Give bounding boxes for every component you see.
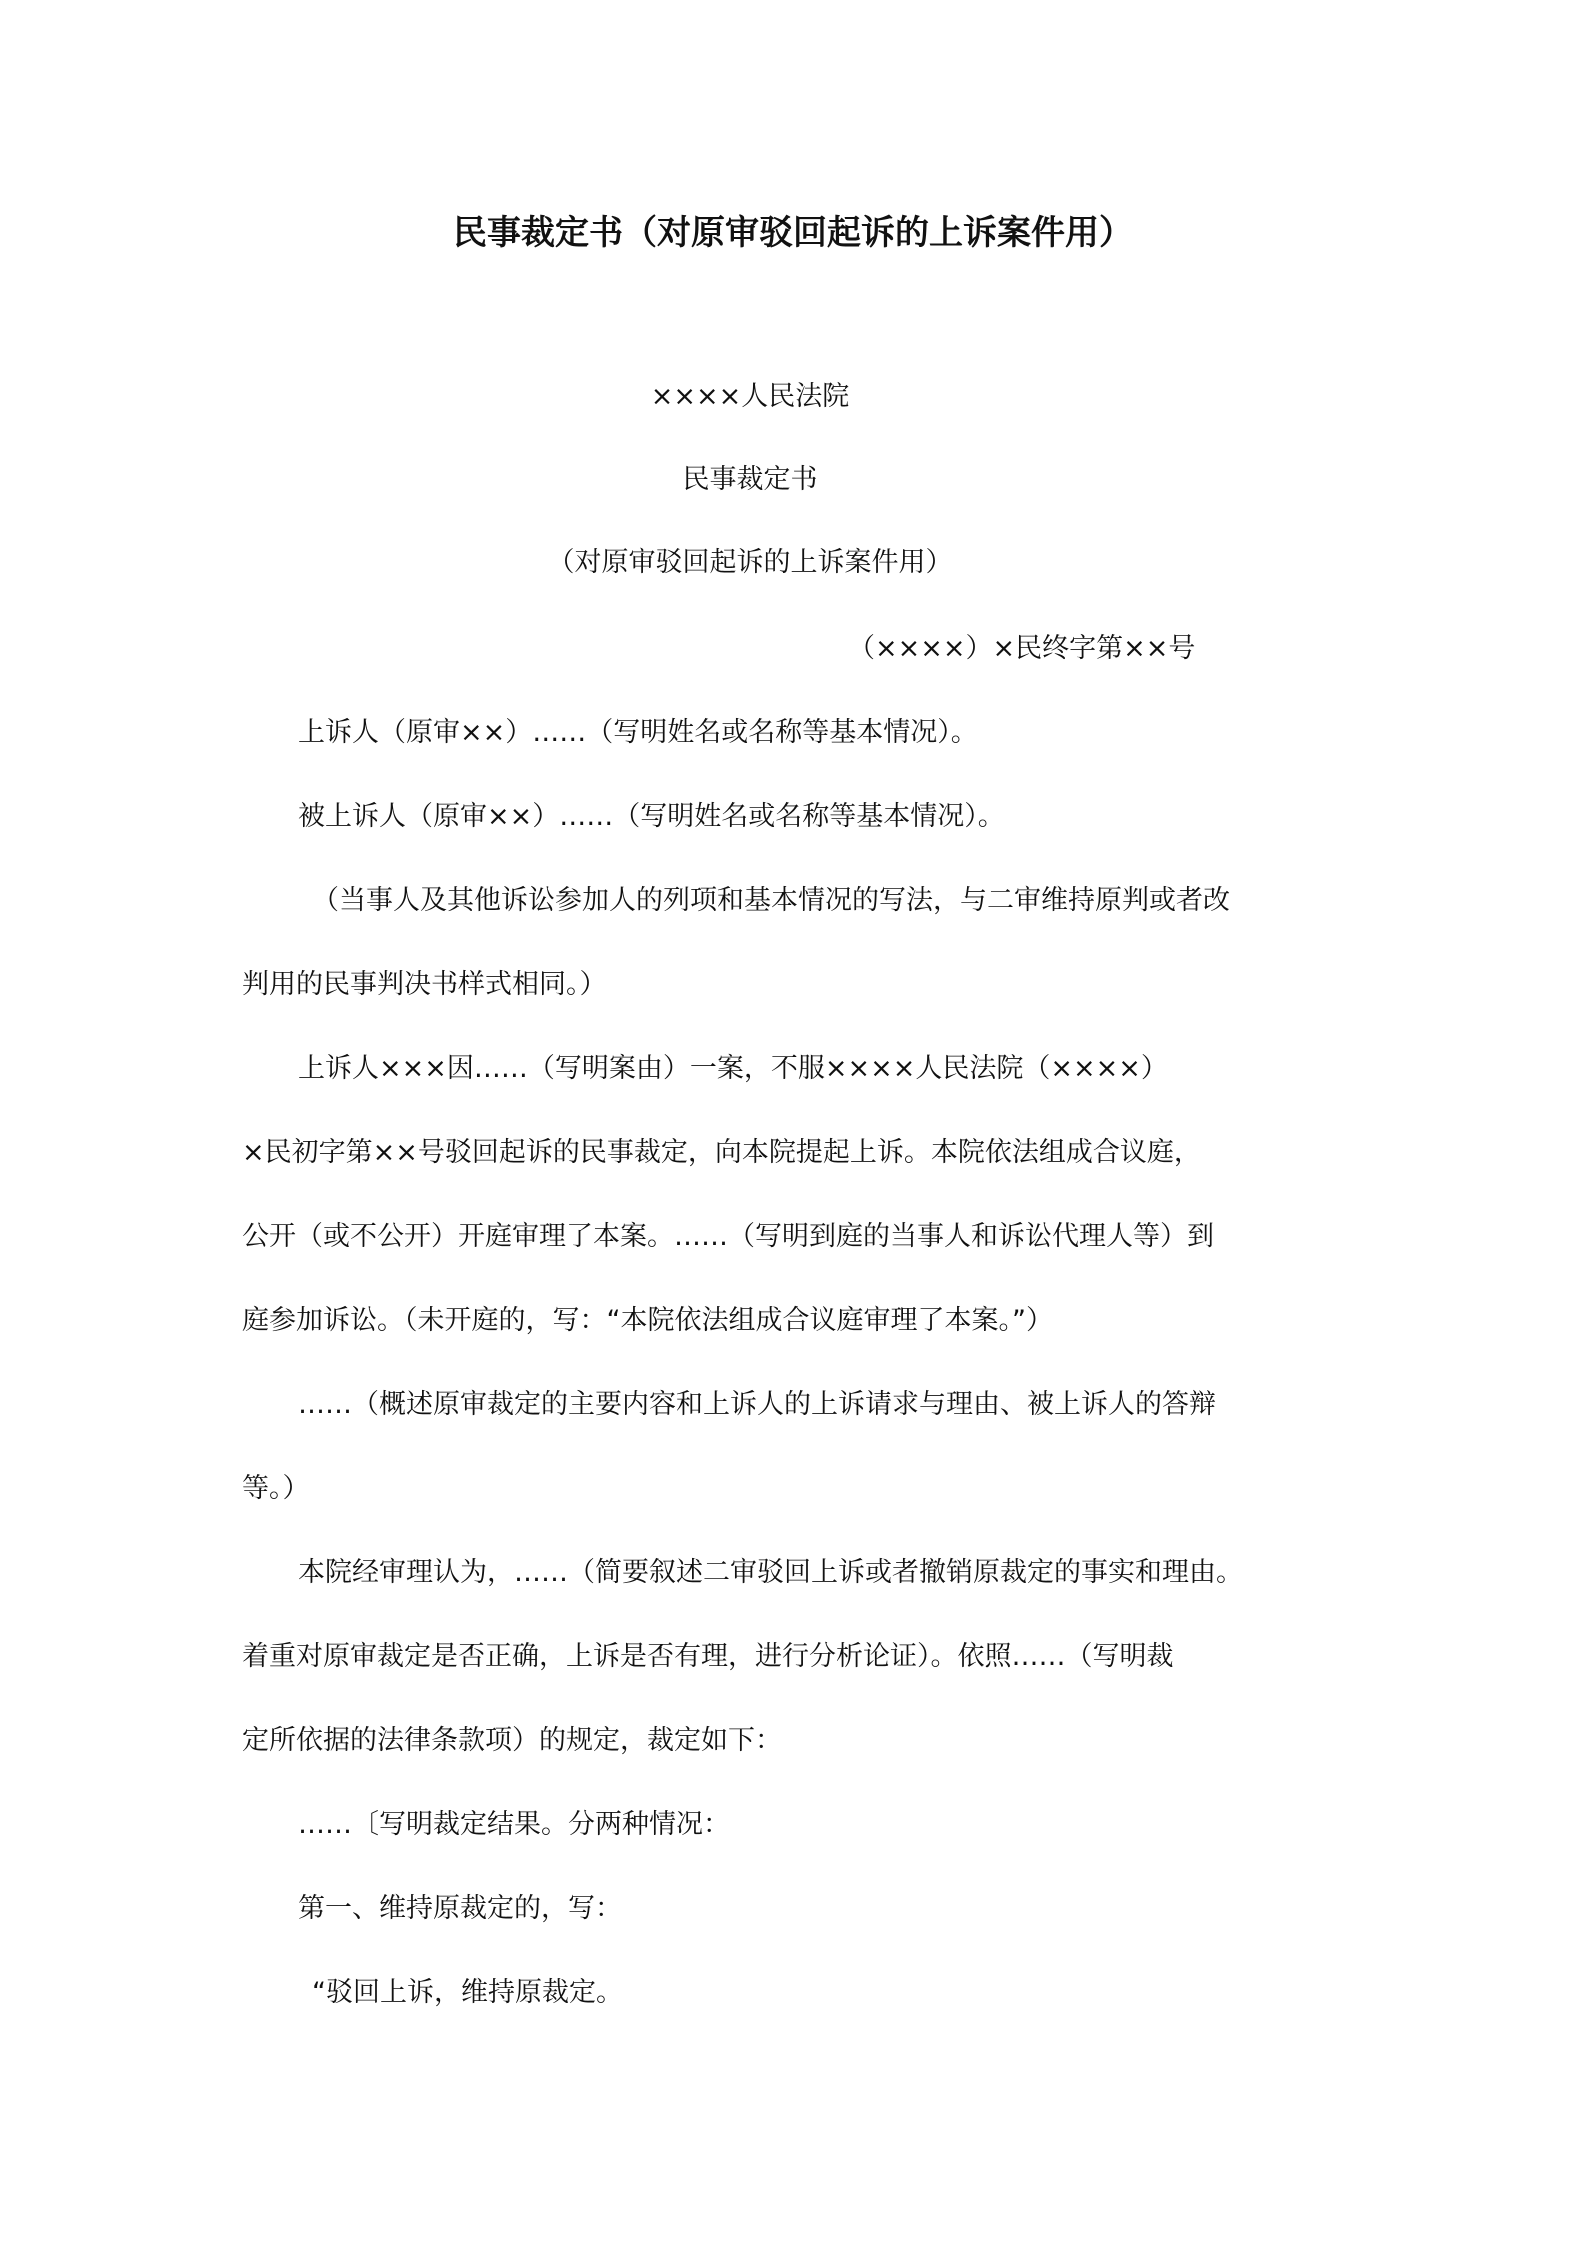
- paragraph-line-summary-1: ……（概述原审裁定的主要内容和上诉人的上诉请求与理由、被上诉人的答辩: [298, 1389, 1216, 1420]
- paragraph-line-reasoning-1: 本院经审理认为，……（简要叙述二审驳回上诉或者撤销原裁定的事实和理由。: [298, 1557, 1243, 1588]
- paragraph-line-parties-note-1: （当事人及其他诉讼参加人的列项和基本情况的写法，与二审维持原判或者改: [312, 885, 1230, 916]
- document-type-heading: 民事裁定书: [682, 464, 818, 495]
- paragraph-line-appeal-4: 庭参加诉讼。（未开庭的，写：“本院依法组成合议庭审理了本案。”）: [242, 1305, 1053, 1336]
- court-name: ××××人民法院: [650, 381, 850, 412]
- paragraph-line-reasoning-3: 定所依据的法律条款项）的规定，裁定如下：: [242, 1725, 782, 1756]
- paragraph-line-parties-note-2: 判用的民事判决书样式相同。）: [242, 969, 607, 1000]
- paragraph-line-appeal-1: 上诉人×××因……（写明案由）一案，不服××××人民法院（××××）: [298, 1053, 1168, 1084]
- paragraph-line-appeal-2: ×民初字第××号驳回起诉的民事裁定，向本院提起上诉。本院依法组成合议庭，: [242, 1137, 1201, 1168]
- paragraph-line-ruling-intro: ……〔写明裁定结果。分两种情况：: [298, 1809, 730, 1840]
- paragraph-line-reasoning-2: 着重对原审裁定是否正确，上诉是否有理，进行分析论证）。依照……（写明裁: [242, 1641, 1174, 1672]
- document-main-title: 民事裁定书（对原审驳回起诉的上诉案件用）: [453, 213, 1133, 253]
- paragraph-line-ruling-case-1: 第一、维持原裁定的，写：: [298, 1893, 622, 1924]
- paragraph-line-summary-2: 等。）: [242, 1473, 310, 1504]
- document-usage-subtitle: （对原审驳回起诉的上诉案件用）: [547, 547, 953, 578]
- paragraph-line-ruling-text: “驳回上诉，维持原裁定。: [312, 1977, 623, 2008]
- paragraph-line-appellant: 上诉人（原审××）……（写明姓名或名称等基本情况）。: [298, 717, 978, 748]
- paragraph-line-appeal-3: 公开（或不公开）开庭审理了本案。……（写明到庭的当事人和诉讼代理人等）到: [242, 1221, 1214, 1252]
- paragraph-line-appellee: 被上诉人（原审××）……（写明姓名或名称等基本情况）。: [298, 801, 1005, 832]
- case-number: （××××）×民终字第××号: [848, 633, 1196, 664]
